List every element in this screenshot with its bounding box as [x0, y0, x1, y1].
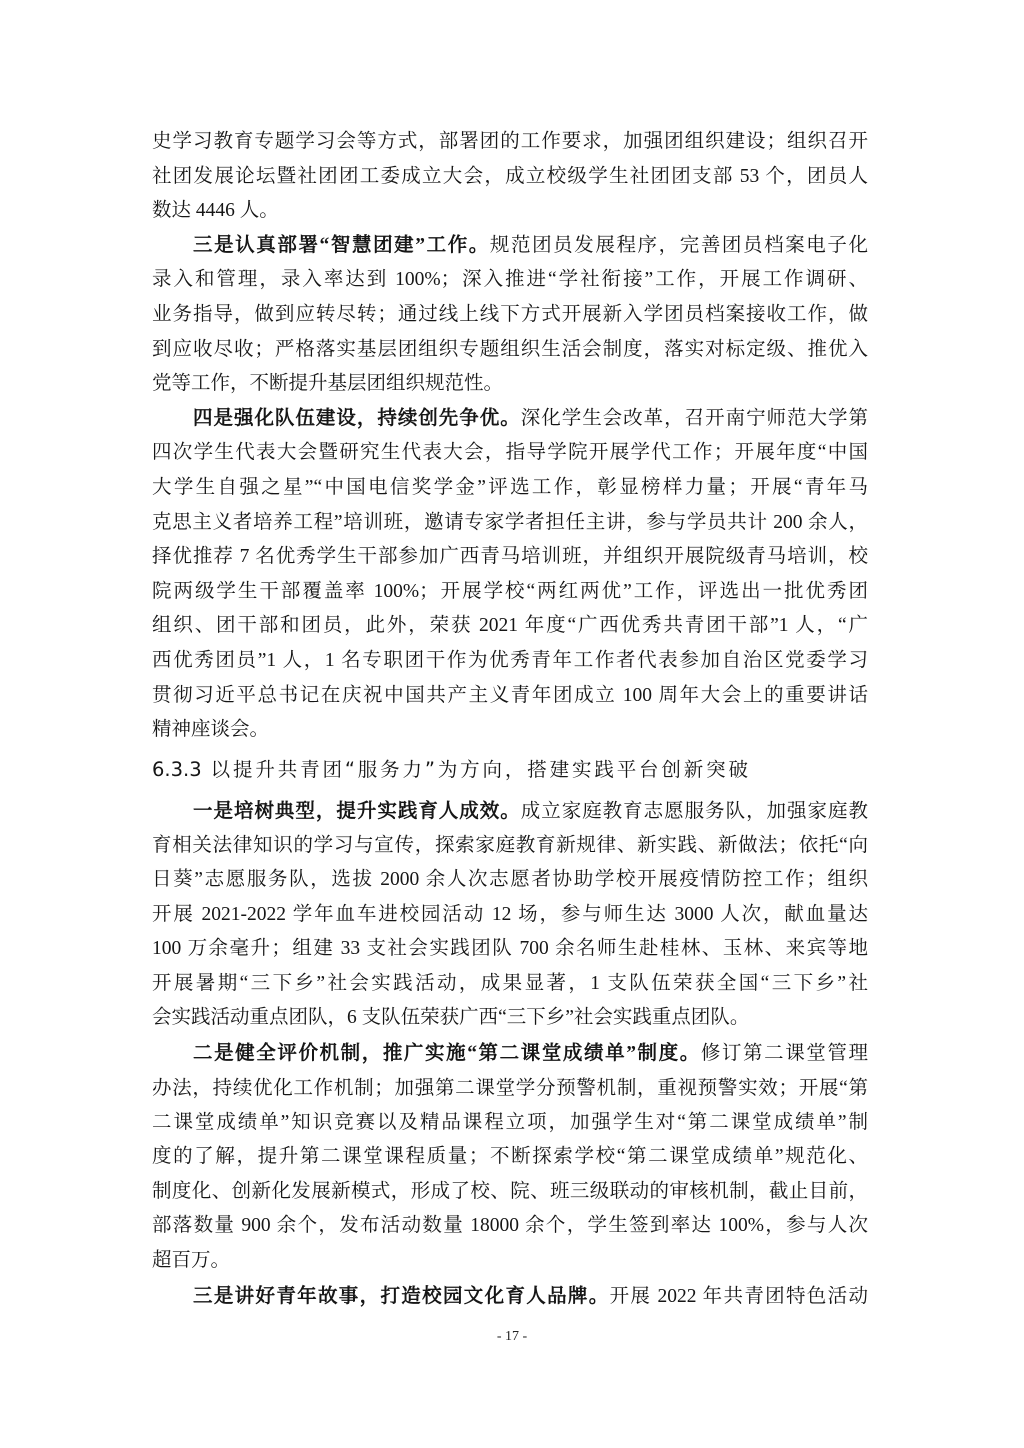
paragraph-lead-rest: 成立家庭教育志愿服务队，加强家庭教: [520, 800, 868, 822]
text-line: 克思主义者培养工程”培训班，邀请专家学者担任主讲，参与学员共计 200 余人，: [152, 511, 868, 533]
text-line: 数达 4446 人。: [152, 200, 279, 222]
section-heading: 6.3.3 以提升共青团“服务力”为方向，搭建实践平台创新突破: [152, 757, 748, 781]
text-line: 四次学生代表大会暨研究生代表大会，指导学院开展学代工作；开展年度“中国: [152, 442, 868, 464]
text-line: 会实践活动重点团队，6 支队伍荣获广西“三下乡”社会实践重点团队。: [152, 1006, 750, 1028]
paragraph-team-building: [152, 402, 868, 748]
text-line: 西优秀团员”1 人，1 名专职团干作为优秀青年工作者代表参加自治区党委学习: [152, 649, 868, 671]
text-line: 部落数量 900 余个，发布活动数量 18000 余个，学生签到率达 100%，参与人次: [152, 1215, 868, 1237]
paragraph-youth-stories: [152, 1280, 868, 1314]
text-line: 择优推荐 7 名优秀学生干部参加广西青马培训班，并组织开展院级青马培训，校: [152, 546, 868, 568]
text-line: 精神座谈会。: [152, 719, 270, 741]
text-line: 日葵”志愿服务队，选拔 2000 余人次志愿者协助学校开展疫情防控工作；组织: [152, 869, 868, 891]
text-line: 二课堂成绩单”知识竞赛以及精品课程立项，加强学生对“第二课堂成绩单”制: [152, 1112, 868, 1134]
paragraph-first-line: [152, 795, 868, 829]
page-number: - 17 -: [496, 1329, 528, 1344]
text-line: 超百万。: [152, 1249, 231, 1271]
paragraph-lead-rest: 规范团员发展程序，完善团员档案电子化: [489, 234, 868, 256]
paragraph-lead: 四是强化队伍建设，持续创先争优。: [193, 407, 521, 429]
paragraph-lead: 二是健全评价机制，推广实施“第二课堂成绩单”制度。: [193, 1043, 701, 1065]
text-line: 大学生自强之星”“中国电信奖学金”评选工作，彰显榜样力量；开展“青年马: [152, 476, 868, 498]
text-line: 录入和管理，录入率达到 100%；深入推进“学社衔接”工作，开展工作调研、: [152, 269, 868, 291]
text-line: 开展暑期“三下乡”社会实践活动，成果显著，1 支队伍荣获全国“三下乡”社: [152, 972, 868, 994]
text-line: 党等工作，不断提升基层团组织规范性。: [152, 373, 504, 395]
body-section-top: [152, 125, 868, 748]
paragraph-lead: 三是讲好青年故事，打造校园文化育人品牌。: [193, 1286, 610, 1308]
text-line: 贯彻习近平总书记在庆祝中国共产主义青年团成立 100 周年大会上的重要讲话: [152, 684, 868, 706]
paragraph-lead: 三是认真部署“智慧团建”工作。: [193, 234, 490, 256]
paragraph-smart-league: [152, 229, 868, 402]
paragraph-evaluation: [152, 1037, 868, 1278]
text-line: 100 万余毫升；组建 33 支社会实践团队 700 余名师生赴桂林、玉林、来宾等地: [152, 938, 868, 960]
text-line: 育相关法律知识的学习与宣传，探索家庭教育新规律、新实践、新做法；依托“向: [152, 834, 868, 856]
page-body: [152, 125, 868, 1314]
paragraph-first-line: [152, 229, 868, 264]
paragraph-first-line: [152, 1280, 868, 1314]
text-line: 史学习教育专题学习会等方式，部署团的工作要求，加强团组织建设；组织召开: [152, 131, 868, 152]
paragraph-first-line: [152, 1037, 868, 1071]
text-line: 业务指导，做到应转尽转；通过线上线下方式开展新入学团员档案接收工作，做: [152, 303, 868, 325]
paragraph-practice: [152, 795, 868, 1036]
paragraph-lead: 一是培树典型，提升实践育人成效。: [193, 800, 521, 822]
text-line: 到应收尽收；严格落实基层团组织专题组织生活会制度，落实对标定级、推优入: [152, 338, 868, 360]
paragraph-lead-rest: 开展 2022 年共青团特色活动: [609, 1286, 868, 1308]
paragraph-first-line: [152, 402, 868, 437]
text-line: 组织、团干部和团员，此外，荣获 2021 年度“广西优秀共青团干部”1 人，“广: [152, 615, 868, 637]
body-section-bottom: [152, 795, 868, 1315]
text-line: 开展 2021-2022 学年血车进校园活动 12 场，参与师生达 3000 人次，献血量达: [152, 903, 868, 925]
text-line: 制度化、创新化发展新模式，形成了校、院、班三级联动的审核机制，截止目前，: [152, 1180, 868, 1202]
paragraph-continuation: [152, 125, 868, 229]
text-line: 院两级学生干部覆盖率 100%；开展学校“两红两优”工作，评选出一批优秀团: [152, 580, 868, 602]
paragraph-lead-rest: 修订第二课堂管理: [700, 1043, 868, 1065]
paragraph-lead-rest: 深化学生会改革，召开南宁师范大学第: [520, 407, 868, 429]
text-line: 办法，持续优化工作机制；加强第二课堂学分预警机制，重视预警实效；开展“第: [152, 1077, 868, 1099]
text-line: 度的了解，提升第二课堂课程质量；不断探索学校“第二课堂成绩单”规范化、: [152, 1146, 868, 1168]
text-line: 社团发展论坛暨社团团工委成立大会，成立校级学生社团团支部 53 个，团员人: [152, 165, 868, 187]
